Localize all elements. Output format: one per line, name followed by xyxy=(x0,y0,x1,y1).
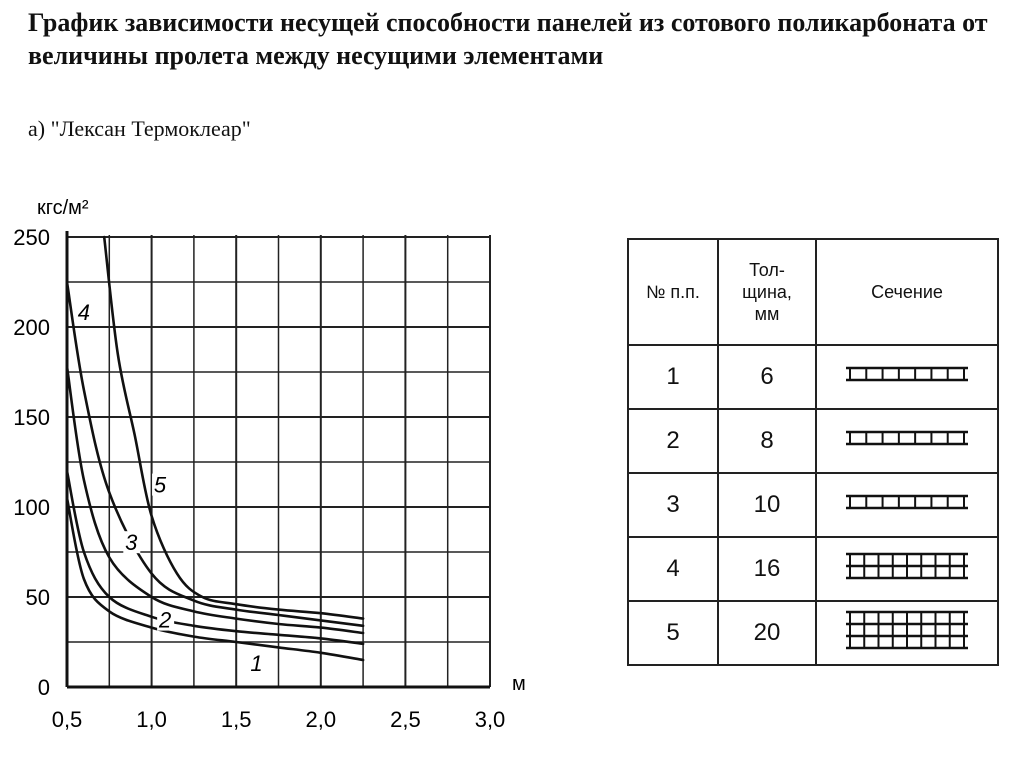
legend-table xyxy=(627,238,999,666)
legend-thickness: 20 xyxy=(718,601,816,665)
series-line-1 xyxy=(67,498,363,660)
header-number: № п.п. xyxy=(628,239,718,345)
legend-number: 5 xyxy=(628,601,718,665)
legend-section xyxy=(816,537,998,601)
legend-section xyxy=(816,409,998,473)
section-single-layer-cells-icon xyxy=(832,349,982,399)
curve-label-4: 4 xyxy=(77,299,91,325)
y-tick-label: 150 xyxy=(13,405,50,430)
legend-row xyxy=(628,473,998,537)
y-axis-label: кгс/м² xyxy=(37,197,89,219)
curve-label-2: 2 xyxy=(159,607,172,633)
legend-row xyxy=(628,537,998,601)
x-tick-label: 1,0 xyxy=(136,707,167,732)
curve-label-1: 1 xyxy=(250,650,263,676)
legend-number: 4 xyxy=(628,537,718,601)
load-span-chart xyxy=(0,180,560,760)
x-tick-label: 2,5 xyxy=(390,707,421,732)
y-tick-label: 250 xyxy=(13,225,50,250)
header-thickness: Тол- щина, мм xyxy=(718,239,816,345)
curve-label-3: 3 xyxy=(125,530,138,556)
legend-section xyxy=(816,345,998,409)
section-single-layer-cells-icon xyxy=(832,413,982,463)
legend-body xyxy=(628,345,998,665)
legend-thickness: 8 xyxy=(718,409,816,473)
legend-thickness: 10 xyxy=(718,473,816,537)
legend-number: 2 xyxy=(628,409,718,473)
legend-header-row xyxy=(628,239,998,345)
y-tick-label: 200 xyxy=(13,315,50,340)
series-line-4 xyxy=(67,282,363,626)
section-single-layer-cells-icon xyxy=(832,477,982,527)
legend-section xyxy=(816,601,998,665)
legend-thickness: 16 xyxy=(718,537,816,601)
page-subtitle: а) "Лексан Термоклеар" xyxy=(28,116,251,141)
legend-row xyxy=(628,345,998,409)
legend-row xyxy=(628,409,998,473)
legend-section xyxy=(816,473,998,537)
y-tick-label: 100 xyxy=(13,495,50,520)
x-axis-label: м xyxy=(512,673,526,695)
y-tick-label: 0 xyxy=(37,675,50,700)
y-tick-label: 50 xyxy=(25,585,50,610)
legend-number: 1 xyxy=(628,345,718,409)
x-tick-label: 0,5 xyxy=(51,707,83,732)
curve-label-5: 5 xyxy=(153,472,167,498)
x-tick-label: 3,0 xyxy=(474,707,506,732)
section-double-layer-cells-icon xyxy=(832,541,982,591)
legend-number: 3 xyxy=(628,473,718,537)
legend-row xyxy=(628,601,998,665)
x-tick-label: 1,5 xyxy=(220,707,252,732)
section-triple-layer-cells-icon xyxy=(832,605,982,655)
page-title: График зависимости несущей способности панелей из сотового поликарбоната от величины пролета между несущими элементами xyxy=(28,8,988,70)
x-tick-label: 2,0 xyxy=(305,707,337,732)
header-section: Сечение xyxy=(816,239,998,345)
legend-thickness: 6 xyxy=(718,345,816,409)
chart-grid xyxy=(67,231,490,687)
